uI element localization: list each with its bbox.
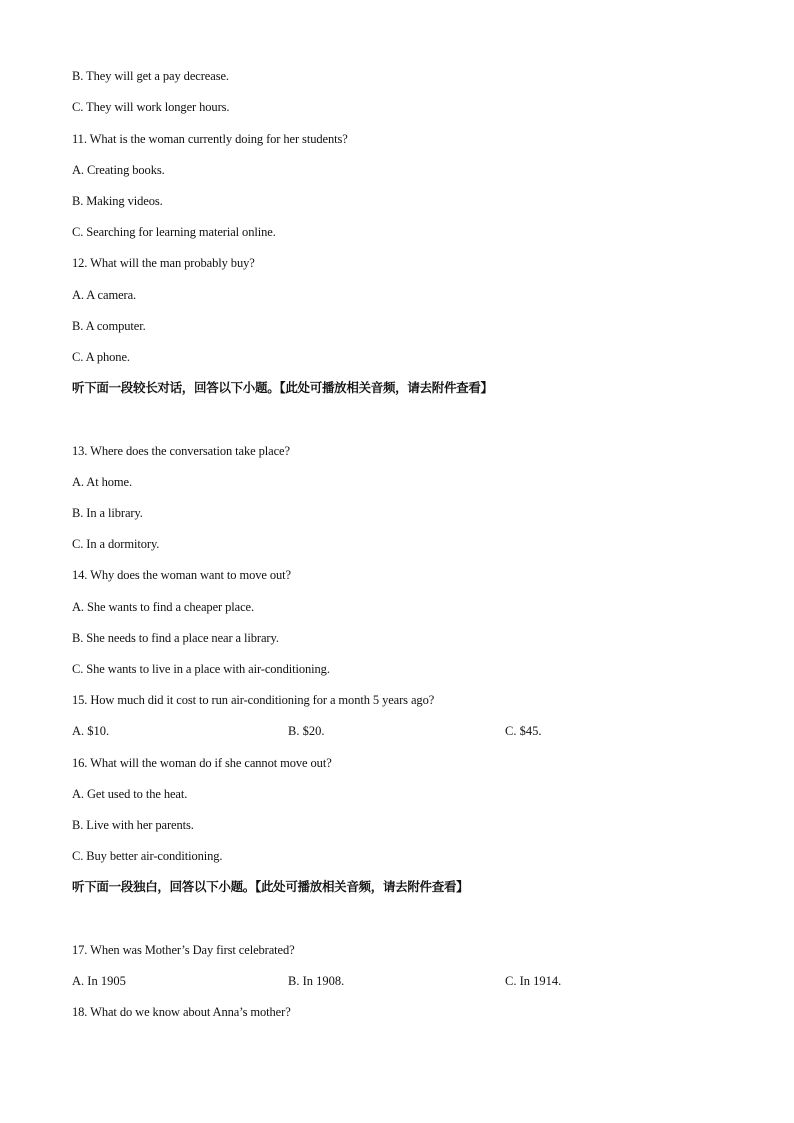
option-12c: C. A phone. xyxy=(72,350,130,364)
option-13a: A. At home. xyxy=(72,475,133,489)
option-16a: A. Get used to the heat. xyxy=(72,787,188,801)
option-15b: B. $20. xyxy=(288,724,325,738)
option-17b: B. In 1908. xyxy=(288,974,345,988)
question-16: 16. What will the woman do if she cannot move out? xyxy=(72,756,332,770)
question-13: 13. Where does the conversation take place? xyxy=(72,444,290,458)
option-15a: A. $10. xyxy=(72,724,110,738)
options-15 xyxy=(72,723,722,739)
question-17: 17. When was Mother’s Day first celebrated? xyxy=(72,943,295,957)
option-10b: B. They will get a pay decrease. xyxy=(72,69,229,83)
question-11: 11. What is the woman currently doing for her students? xyxy=(72,132,348,146)
option-15c: C. $45. xyxy=(505,724,542,738)
listening-instruction-monologue: 听下面一段独白，回答以下小题。【此处可播放相关音频，请去附件查看】 xyxy=(72,879,469,894)
option-17a: A. In 1905 xyxy=(72,974,126,988)
option-13b: B. In a library. xyxy=(72,506,143,520)
option-13c: C. In a dormitory. xyxy=(72,537,160,551)
option-16b: B. Live with her parents. xyxy=(72,818,194,832)
option-11c: C. Searching for learning material online. xyxy=(72,225,276,239)
option-17c: C. In 1914. xyxy=(505,974,562,988)
option-12a: A. A camera. xyxy=(72,288,137,302)
option-14a: A. She wants to find a cheaper place. xyxy=(72,600,254,614)
option-11b: B. Making videos. xyxy=(72,194,163,208)
question-18: 18. What do we know about Anna’s mother? xyxy=(72,1005,291,1019)
options-17 xyxy=(72,973,722,989)
option-12b: B. A computer. xyxy=(72,319,146,333)
listening-instruction-dialogue: 听下面一段较长对话，回答以下小题。【此处可播放相关音频，请去附件查看】 xyxy=(72,380,493,395)
question-14: 14. Why does the woman want to move out? xyxy=(72,568,291,582)
option-11a: A. Creating books. xyxy=(72,163,165,177)
option-10c: C. They will work longer hours. xyxy=(72,100,230,114)
option-14c: C. She wants to live in a place with air-conditioning. xyxy=(72,662,330,676)
question-12: 12. What will the man probably buy? xyxy=(72,256,255,270)
option-14b: B. She needs to find a place near a library. xyxy=(72,631,279,645)
option-16c: C. Buy better air-conditioning. xyxy=(72,849,223,863)
question-15: 15. How much did it cost to run air-conditioning for a month 5 years ago? xyxy=(72,693,435,707)
